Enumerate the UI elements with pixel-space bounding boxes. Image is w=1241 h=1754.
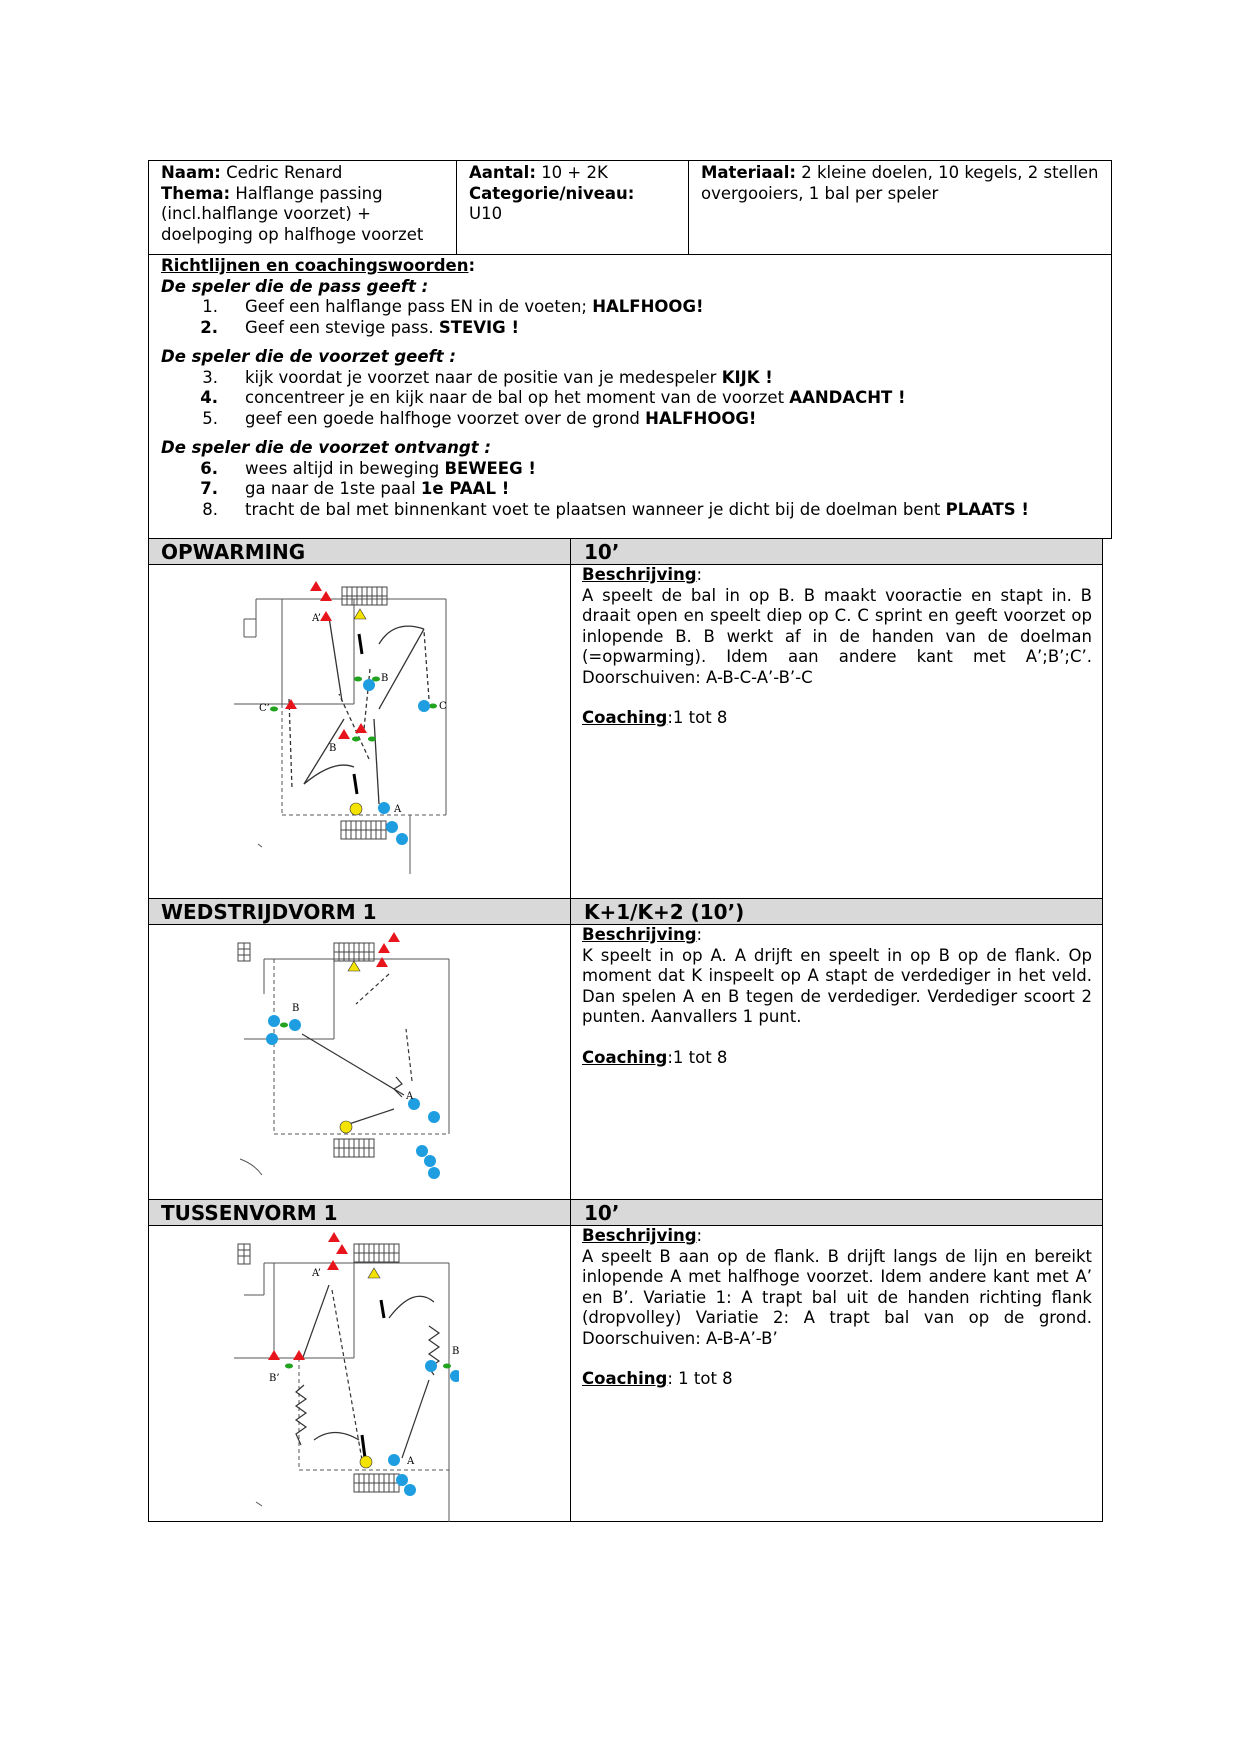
desc-text: A speelt de bal in op B. B maakt vooractie en stapt in. B draait open en speelt diep op C. C sprint en geeft voorzet op inlopende B. B werkt af in de handen van de doelman (=opwarming). Idem aan andere kant met A’;B’;C’. Doorschuiven: A-B-C-A’-B’-C (582, 585, 1092, 687)
thema-value: Halflange passing (incl.halflange voorzet) + doelpoging op halfhoge voorzet (161, 183, 424, 244)
goal-icon (354, 1474, 399, 1492)
diagram-label: B (329, 743, 337, 754)
desc-label: Beschrijving (582, 925, 697, 944)
item-text: kijk voordat je voorzet naar de positie van je medespeler (245, 367, 722, 387)
item-number: 6. (200, 458, 218, 478)
diagram-label: C (439, 701, 447, 712)
categorie-value: U10 (469, 204, 503, 223)
pass-arrow (402, 1380, 429, 1458)
cone-icon (348, 961, 360, 971)
cone-icon (355, 723, 367, 733)
cone-icon (378, 943, 390, 953)
cone-icon (310, 581, 322, 591)
section-time: 10’ (584, 540, 620, 564)
marker-icon (443, 1364, 451, 1369)
marker-icon (354, 677, 362, 682)
guidelines-title: Richtlijnen en coachingswoorden (161, 256, 469, 275)
pass-arrow (346, 1109, 394, 1125)
thema-label: Thema: (161, 183, 231, 203)
materiaal-label: Materiaal: (701, 163, 796, 182)
list-item (161, 479, 1099, 500)
player-icon (450, 1370, 459, 1382)
diagram-label: C’ (259, 703, 270, 714)
player-icon (396, 1474, 408, 1486)
marker-icon (285, 1364, 293, 1369)
desc-label: Beschrijving (582, 565, 697, 584)
pass-arrow (302, 1285, 329, 1360)
naam-value: Cedric Renard (226, 163, 343, 182)
column-divider (570, 899, 571, 1199)
guidelines-block: Richtlijnen en coachingswoorden: De speler die de pass geeft : 1. Geef een halflange pass EN in de voeten; HALFHOOG! 2. Geef een stevige pass. STEVIG ! De speler die de voorzet geeft : 3. kijk voordat je voorzet naar de positie van je medespeler KIJK ! 4. concentreer je en kijk naar de bal op het moment van de voorzet AANDACHT ! 5. geef een goede halfhoge voorzet over de grond HALFHOOG! De speler die de voorzet ontvangt : 6. wees altijd in beweging BEWEEG ! 7. ga naar de 1ste paal 1e PAAL ! 8. tracht de bal met binnenkant voet te plaatsen wanneer je dicht bij de doelman bent PLAATS ! (148, 254, 1112, 539)
item-number: 5. (202, 408, 218, 428)
diagram-label: B (381, 673, 389, 684)
section-bar (149, 1200, 1102, 1226)
item-text: tracht de bal met binnenkant voet te plaatsen wanneer je dicht bij de doelman bent (245, 499, 946, 519)
coaching-value: :1 tot 8 (667, 1047, 728, 1067)
materiaal-value: 2 kleine doelen, 10 kegels, 2 stellen overgooiers, 1 bal per speler (701, 163, 1099, 203)
item-text: wees altijd in beweging (245, 458, 445, 478)
pass-arrow (379, 629, 424, 709)
diagram-label: A’ (312, 613, 321, 624)
ball-icon (350, 803, 362, 815)
diagram-label: B’ (269, 1373, 280, 1384)
desc-text: A speelt B aan op de flank. B drijft langs de lijn en bereikt inlopende A met halfhoge voorzet. Idem andere kant met A’ en B’. Variatie 1: A trapt bal uit de handen richting flank (dropvolley) Variatie 2: A trapt bal van op de grond. Doorschuiven: A-B-A’-B’ (582, 1246, 1092, 1348)
item-keyword: KIJK ! (721, 367, 773, 387)
goal-icon (334, 1139, 374, 1157)
section-wedstrijdvorm (148, 898, 1103, 1200)
cone-icon (320, 591, 332, 601)
list-item (161, 318, 1099, 339)
list-item (161, 409, 1099, 430)
opwarming-diagram (234, 569, 459, 874)
item-number: 2. (200, 317, 218, 337)
section-opwarming (148, 538, 1103, 899)
dribble-arrow (394, 1077, 402, 1097)
diagram-label: A (394, 804, 402, 815)
item-text: concentreer je en kijk naar de bal op het moment van de voorzet (245, 388, 790, 407)
tussenvorm-diagram (234, 1230, 459, 1522)
marker-icon (270, 707, 278, 712)
item-keyword: HALFHOOG! (645, 408, 757, 428)
coaching-label: Coaching (582, 1369, 668, 1388)
item-text: geef een goede halfhoge voorzet over de grond (245, 408, 646, 428)
run-arrow (424, 631, 429, 699)
coaching-value: :1 tot 8 (667, 708, 728, 727)
section-bar (149, 539, 1102, 565)
dribble-arrow (359, 634, 362, 654)
player-icon (386, 821, 398, 833)
item-number: 3. (202, 367, 218, 387)
run-arrow (289, 699, 292, 789)
diagram-label: A’ (312, 1268, 321, 1279)
aantal-label: Aantal: (469, 163, 536, 182)
pass-arrow (304, 719, 344, 784)
cone-icon (336, 1244, 348, 1254)
cone-icon (268, 1350, 280, 1360)
player-icon (396, 833, 408, 845)
marker-icon (280, 1023, 288, 1028)
goal-icon (354, 1244, 399, 1262)
column-divider (570, 539, 571, 898)
cone-icon (338, 729, 350, 739)
item-number: 8. (202, 499, 218, 519)
run-arrow (356, 974, 389, 1004)
goal-icon (334, 943, 374, 961)
player-icon (266, 1033, 278, 1045)
group-heading: De speler die de pass geeft : (161, 276, 429, 296)
item-keyword: AANDACHT ! (789, 388, 906, 407)
run-arrow (406, 1029, 412, 1081)
cone-icon (327, 1260, 339, 1270)
section-title: WEDSTRIJDVORM 1 (161, 900, 377, 924)
goal-icon (342, 587, 387, 605)
section-title: TUSSENVORM 1 (161, 1201, 338, 1225)
list-item (161, 368, 1099, 389)
player-icon (268, 1015, 280, 1027)
run-arrow (364, 669, 370, 729)
section-description: Beschrijving: A speelt B aan op de flank. B drijft langs de lijn en bereikt inlopende A met halfhoge voorzet. Idem andere kant met A’ en B’. Variatie 1: A trapt bal uit de handen richting flank (dropvolley) Variatie 2: A trapt bal van op de grond. Doorschuiven: A-B-A’-B’ Coaching: 1 tot 8 (582, 1226, 1092, 1388)
dribble-arrow (354, 774, 357, 794)
header-table (148, 160, 1112, 255)
coaching-label: Coaching (582, 708, 668, 727)
column-divider (570, 1200, 571, 1521)
list-item (161, 459, 1099, 480)
cross-arrow (314, 1433, 359, 1441)
item-number: 4. (200, 388, 218, 407)
dribble-arrow (362, 1435, 365, 1458)
pass-arrow (302, 1034, 404, 1095)
section-bar (149, 899, 1102, 925)
dribble-arrow (296, 1385, 306, 1445)
group-heading: De speler die de voorzet geeft : (161, 347, 456, 366)
item-number: 7. (200, 479, 218, 498)
cone-icon (368, 1268, 380, 1278)
item-keyword: BEWEEG ! (444, 458, 536, 478)
player-icon (404, 1484, 416, 1496)
ball-icon (360, 1456, 372, 1468)
list-item (161, 388, 1099, 409)
coaching-value: : 1 tot 8 (667, 1369, 733, 1388)
desc-label: Beschrijving (582, 1226, 697, 1245)
item-text: Geef een halflange pass EN in de voeten; (245, 297, 593, 316)
dribble-arrow (381, 1300, 384, 1318)
player-icon (424, 1155, 436, 1167)
item-keyword: HALFHOOG! (592, 297, 704, 316)
goal-icon (238, 943, 250, 961)
diagram-label: A (407, 1456, 415, 1467)
item-text: Geef een stevige pass. (245, 317, 439, 337)
item-keyword: 1e PAAL ! (420, 479, 510, 498)
cone-icon (328, 1232, 340, 1242)
item-keyword: PLAATS ! (945, 499, 1029, 519)
pass-arrow (329, 617, 342, 701)
section-description: Beschrijving: A speelt de bal in op B. B maakt vooractie en stapt in. B draait open en speelt diep op C. C sprint en geeft voorzet op inlopende B. B werkt af in de handen van de doelman (=opwarming). Idem aan andere kant met A’;B’;C’. Doorschuiven: A-B-C-A’-B’-C Coaching:1 tot 8 (582, 565, 1092, 727)
group-heading: De speler die de voorzet ontvangt : (161, 438, 491, 457)
cone-icon (354, 609, 366, 619)
wedstrijdvorm-diagram (234, 929, 459, 1199)
header-cell-materiaal (689, 161, 1111, 254)
item-keyword: STEVIG ! (438, 317, 519, 337)
player-icon (428, 1111, 440, 1123)
player-icon (363, 679, 375, 691)
pass-arrow (374, 719, 379, 804)
player-icon (378, 802, 390, 814)
cross-arrow (389, 1296, 434, 1318)
ball-icon (340, 1121, 352, 1133)
item-text: ga naar de 1ste paal (245, 479, 421, 498)
goal-icon (341, 821, 386, 839)
player-icon (416, 1145, 428, 1157)
diagram-label: A (406, 1091, 414, 1102)
player-icon (428, 1167, 440, 1179)
marker-icon (368, 737, 376, 742)
cone-icon (388, 932, 400, 942)
cross-arrow (304, 765, 354, 784)
header-cell-aantal (457, 161, 689, 254)
coaching-label: Coaching (582, 1047, 668, 1067)
header-cell-name (149, 161, 457, 254)
list-item (161, 297, 1099, 318)
player-icon (289, 1019, 301, 1031)
player-icon (425, 1360, 437, 1372)
aantal-value: 10 + 2K (541, 163, 608, 182)
section-time: K+1/K+2 (10’) (584, 900, 745, 924)
section-description: Beschrijving: K speelt in op A. A drijft en speelt in op B op de flank. Op moment dat K inspeelt op A stapt de verdediger in het veld. Dan spelen A en B tegen de verdediger. Verdediger scoort 2 punten. Aanvallers 1 punt. Coaching:1 tot 8 (582, 925, 1092, 1067)
player-icon (388, 1454, 400, 1466)
marker-icon (429, 704, 437, 709)
section-title: OPWARMING (161, 540, 306, 564)
section-tussenvorm (148, 1199, 1103, 1522)
marker-icon (352, 737, 360, 742)
diagram-label: B (452, 1346, 459, 1357)
goal-icon (238, 1244, 250, 1264)
item-number: 1. (202, 297, 218, 316)
cone-icon (320, 611, 332, 621)
naam-label: Naam: (161, 163, 221, 182)
desc-text: K speelt in op A. A drijft en speelt in op B op de flank. Op moment dat K inspeelt op A stapt de verdediger in het veld. Dan spelen A en B tegen de verdediger. Verdediger scoort 2 punten. Aanvallers 1 punt. (582, 945, 1092, 1026)
list-item (161, 500, 1099, 521)
player-icon (418, 700, 430, 712)
diagram-label: B (292, 1003, 300, 1014)
categorie-label: Categorie/niveau: (469, 183, 635, 203)
section-time: 10’ (584, 1201, 620, 1225)
